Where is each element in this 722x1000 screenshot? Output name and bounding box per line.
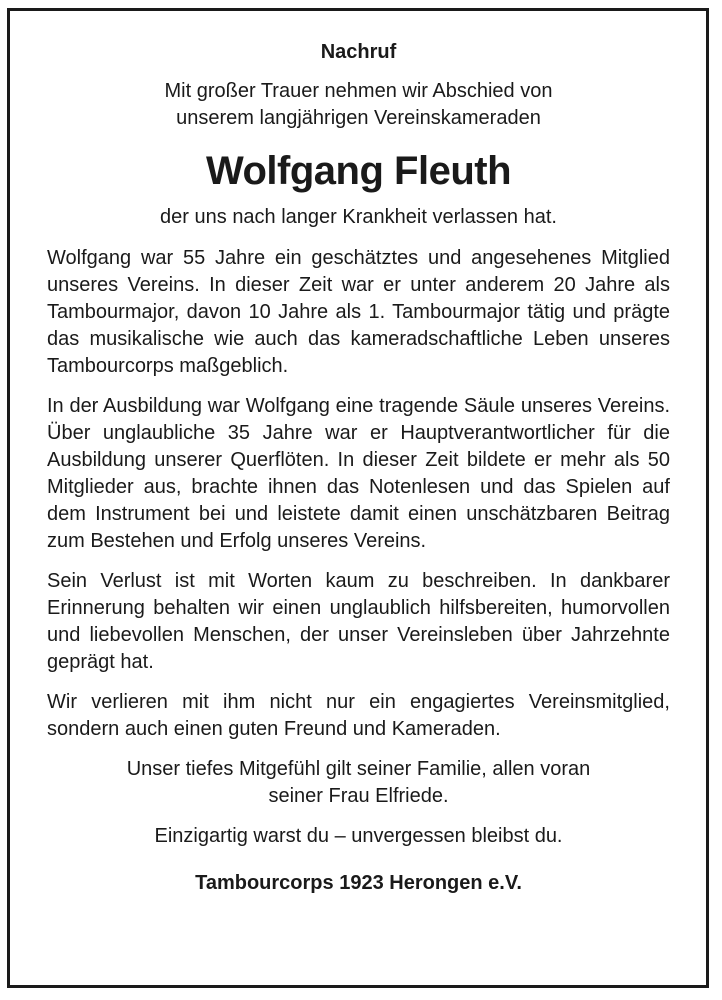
obituary-content <box>47 41 670 895</box>
paragraph-friend: Wir verlieren mit ihm nicht nur ein engagiertes Vereinsmitglied, sondern auch einen guten Freund und Kameraden. <box>47 691 670 740</box>
deceased-name: Wolfgang Fleuth <box>205 149 512 193</box>
after-name-text: der uns nach langer Krankheit verlassen hat. <box>160 206 557 228</box>
notice-heading: Nachruf <box>320 41 397 63</box>
obituary-frame <box>7 8 709 988</box>
motto-text: Einzigartig warst du – unvergessen bleibst du. <box>154 825 563 847</box>
paragraph-service: Wolfgang war 55 Jahre ein geschätztes und angesehenes Mitglied unseres Vereins. In dieser Zeit war er unter anderem 20 Jahre als Tambourmajor, davon 10 Jahre als 1. Tambourmajor tätig und prägte das musikalische wie auch das kameradschaftliche Leben unseres Tambourcorps maßgeblich. <box>47 247 670 377</box>
intro-text <box>47 78 670 132</box>
intro-line-1: Mit großer Trauer nehmen wir Abschied von <box>164 80 553 102</box>
paragraph-training: In der Ausbildung war Wolfgang eine tragende Säule unseres Vereins. Über unglaubliche 35 Jahre war er Hauptverantwortlicher für die Ausbildung unserer Querflöten. In dieser Zeit bildete er mehr als 50 Mitglieder aus, brachte ihnen das Notenlesen und das Spielen auf dem Instrument bei und leistete damit einen unschätzbaren Beitrag zum Bestehen und Erfolg unseres Vereins. <box>47 395 670 552</box>
intro-line-2: unserem langjährigen Vereinskameraden <box>176 107 541 129</box>
sympathy-line-2: seiner Frau Elfriede. <box>268 785 449 807</box>
sympathy-line-1: Unser tiefes Mitgefühl gilt seiner Familie, allen voran <box>126 758 591 780</box>
sympathy-text <box>47 756 670 810</box>
paragraph-loss: Sein Verlust ist mit Worten kaum zu beschreiben. In dankbarer Erinnerung behalten wir einen unglaublich hilfsbereiten, humorvollen und liebevollen Menschen, der unser Vereinsleben über Jahrzehnte geprägt hat. <box>47 570 670 673</box>
club-signature: Tambourcorps 1923 Herongen e.V. <box>195 872 522 894</box>
